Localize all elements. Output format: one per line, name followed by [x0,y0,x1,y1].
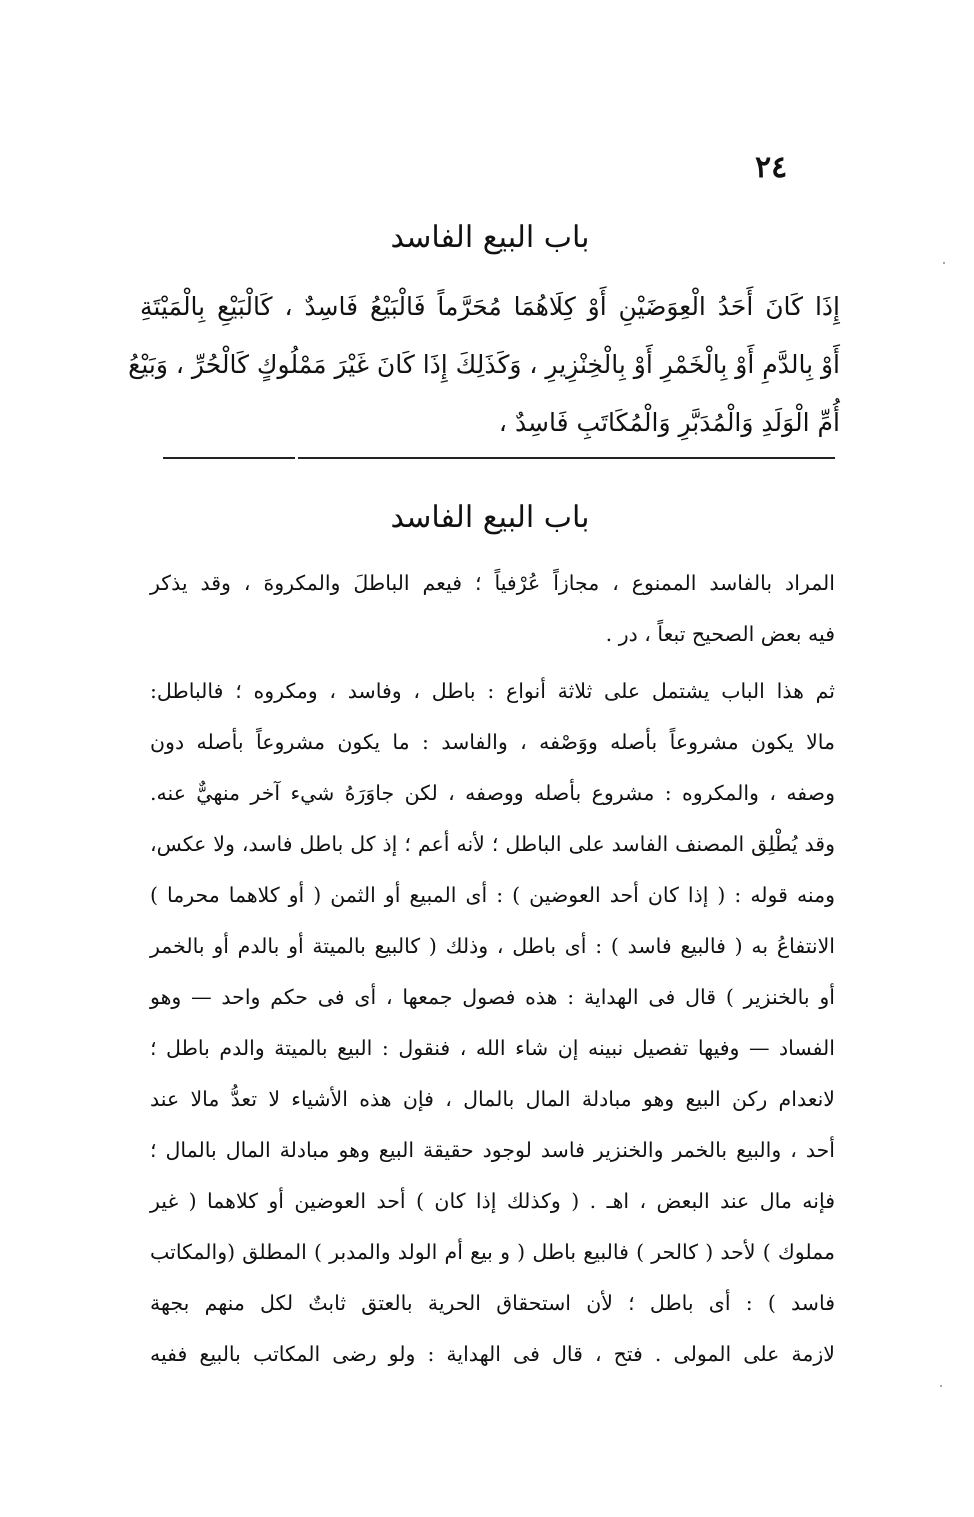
sharh-line: لانعدام ركن البيع وهو مبادلة المال بالمال ، فإن هذه الأشياء لا تعدُّ مالا عند [150,1087,835,1111]
page-number: ٢٤ [755,150,788,185]
matn-line: إِذَا كَانَ أَحَدُ الْعِوَضَيْنِ أَوْ كِلَاهُمَا مُحَرَّماً فَالْبَيْعُ فَاسِدٌ ، كَالْبَيْعِ بِالْمَيْتَةِ [140,292,840,321]
scan-speck [940,1385,942,1387]
sharh-line: وقد يُطْلِق المصنف الفاسد على الباطل ؛ لأنه أعم ؛ إذ كل باطل فاسد، ولا عكس، [150,832,835,856]
matn-chapter-title: باب البيع الفاسد [390,220,590,255]
sharh-line: لازمة على المولى . فتح ، قال فى الهداية : ولو رضى المكاتب بالبيع ففيه [150,1342,835,1366]
sharh-line: مالا يكون مشروعاً بأصله ووَصْفه ، والفاسد : ما يكون مشروعاً بأصله دون [150,730,835,754]
section-divider [163,457,835,459]
sharh-line: أو بالخنزير ) قال فى الهداية : هذه فصول جمعها ، أى فى حكم واحد — وهو [150,985,835,1009]
matn-line: أُمِّ الْوَلَدِ وَالْمُدَبَّرِ وَالْمُكَاتَبِ فَاسِدٌ ، [498,408,840,437]
sharh-line: الفساد — وفيها تفصيل نبينه إن شاء الله ، فنقول : البيع بالميتة والدم باطل ؛ [150,1036,835,1060]
sharh-text [150,558,835,1380]
divider-break [295,455,298,461]
sharh-line: أحد ، والبيع بالخمر والخنزير فاسد لوجود حقيقة البيع وهو مبادلة المال بالمال ؛ [150,1138,835,1162]
matn-text [128,278,840,452]
sharh-line: فيه بعض الصحيح تبعاً ، در . [605,622,835,646]
sharh-line: الانتفاعُ به ( فالبيع فاسد ) : أى باطل ، وذلك ( كالبيع بالميتة أو بالدم أو بالخمر [150,934,835,958]
sharh-line: وصفه ، والمكروه : مشروع بأصله ووصفه ، لكن جاوَرَهُ شيء آخر منهيٌّ عنه. [150,781,835,805]
sharh-line: فإنه مال عند البعض ، اهـ . ( وكذلك إذا كان ) أحد العوضين أو كلاهما ( غير [150,1189,835,1213]
sharh-chapter-title: باب البيع الفاسد [390,500,590,535]
sharh-line: مملوك ) لأحد ( كالحر ) فالبيع باطل ( و بيع أم الولد والمدبر ) المطلق (والمكاتب [150,1240,835,1264]
matn-line: أَوْ بِالدَّمِ أَوْ بِالْخَمْرِ أَوْ بِالْخِنْزِيرِ ، وَكَذَلِكَ إِذَا كَانَ غَيْرَ مَمْلُوكٍ كَالْحُرِّ ، وَبَيْعُ [128,350,840,379]
sharh-line: المراد بالفاسد الممنوع ، مجازاً عُرْفياً ؛ فيعم الباطلَ والمكروهَ ، وقد يذكر [150,571,835,595]
sharh-line: ثم هذا الباب يشتمل على ثلاثة أنواع : باطل ، وفاسد ، ومكروه ؛ فالباطل: [150,679,835,703]
sharh-line: ومنه قوله : ( إذا كان أحد العوضين ) : أى المبيع أو الثمن ( أو كلاهما محرما ) [150,883,835,907]
scan-speck [943,262,945,264]
sharh-line: فاسد ) : أى باطل ؛ لأن استحقاق الحرية بالعتق ثابتٌ لكل منهم بجهة [150,1291,835,1315]
